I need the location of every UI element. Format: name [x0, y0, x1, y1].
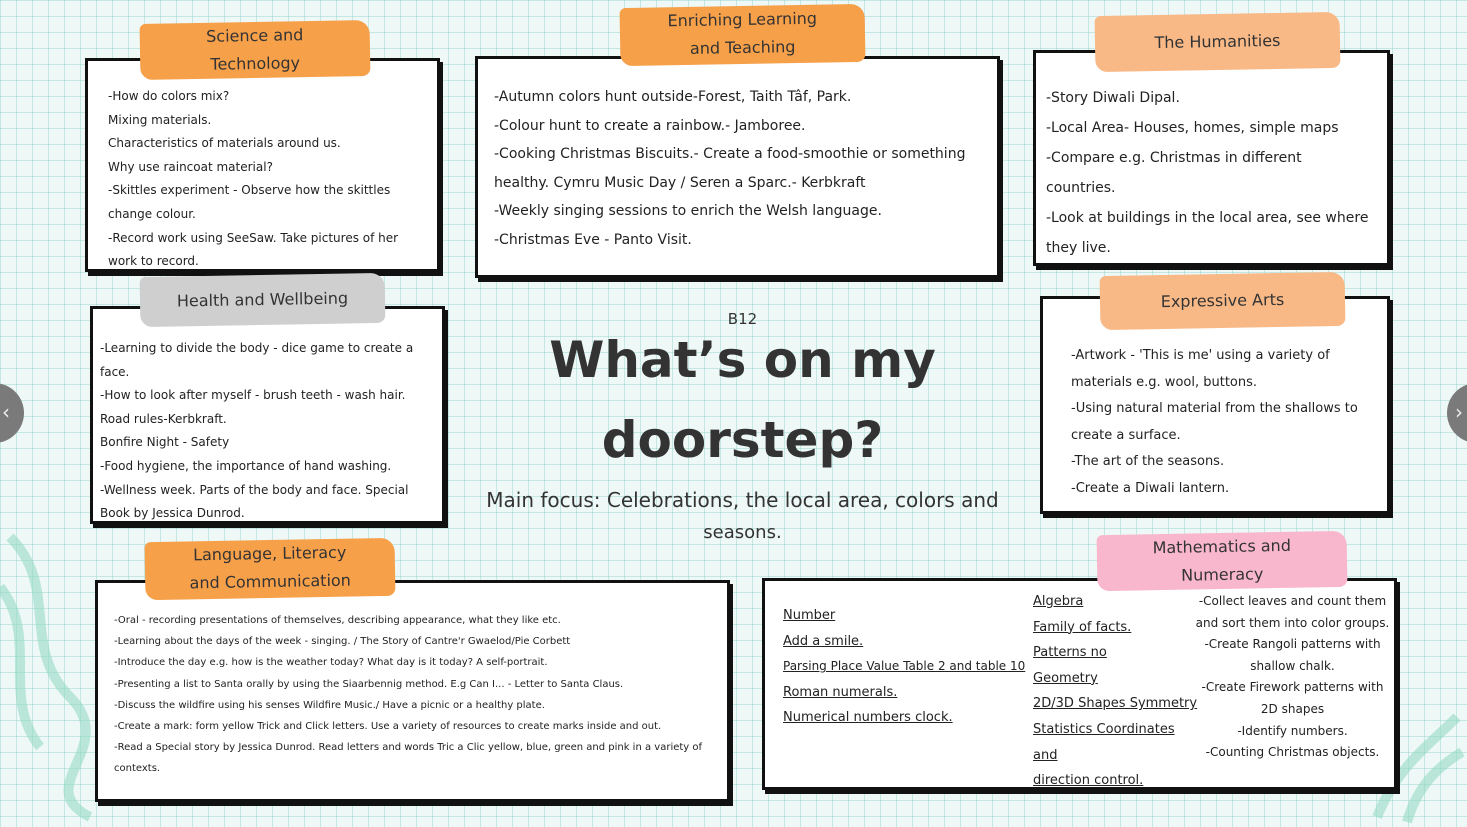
banner-title: Mathematics and [1152, 535, 1292, 558]
maths-topic-link[interactable]: Patterns no [1033, 645, 1107, 661]
maths-topic-link[interactable]: Family of facts. [1033, 619, 1132, 635]
humanities-box [1033, 50, 1390, 266]
banner-title: Health and Wellbeing [176, 288, 349, 311]
banner-title: Expressive Arts [1160, 289, 1285, 312]
banner-title: The Humanities [1154, 30, 1281, 53]
health-wellbeing-banner [140, 273, 386, 327]
maths-activity-line: and sort them into color groups. [1195, 615, 1390, 630]
language-line: -Oral - recording presentations of themselves, describing appearance, what they like etc. [114, 615, 561, 626]
health-wellbeing-box [90, 306, 445, 524]
science-line: work to record. [108, 254, 199, 269]
science-line: Why use raincoat material? [108, 159, 273, 174]
science-line: -How do colors mix? [108, 89, 230, 103]
science-line: Characteristics of materials around us. [108, 136, 341, 151]
language-line: -Introduce the day e.g. how is the weather today? What day is it today? A self-portrait. [114, 657, 548, 669]
maths-column-1 [783, 603, 1028, 731]
language-literacy-text [114, 610, 729, 780]
health-line: -How to look after myself - brush teeth - wash hair. [100, 388, 406, 403]
mathematics-numeracy-box [762, 578, 1397, 790]
maths-topic-link[interactable]: Algebra [1033, 594, 1084, 609]
maths-topic-link[interactable]: direction control. [1033, 773, 1144, 789]
expressive-line: create a surface. [1071, 427, 1181, 443]
humanities-text [1046, 83, 1386, 263]
language-literacy-banner [145, 538, 396, 600]
maths-topic-link[interactable]: Geometry [1033, 670, 1098, 686]
health-line: -Food hygiene, the importance of hand washing. [100, 458, 392, 473]
science-line: -Skittles experiment - Observe how the skittles [108, 183, 391, 198]
humanities-line: -Local Area- Houses, homes, simple maps [1046, 120, 1339, 136]
maths-topic-link[interactable]: Parsing Place Value Table 2 and table 10 [783, 659, 1026, 674]
science-line: Mixing materials. [108, 112, 212, 127]
language-line: -Learning about the days of the week - singing. / The Story of Cantre'r Gwaelod/Pie Corbett [114, 636, 571, 648]
previous-slide-button[interactable] [0, 383, 24, 443]
next-slide-button[interactable] [1447, 383, 1467, 443]
health-wellbeing-text [100, 337, 445, 526]
center-heading [470, 310, 1015, 548]
enriching-learning-text [494, 83, 994, 255]
maths-activity-line: -Create Rangoli patterns with [1204, 637, 1381, 652]
enriching-line: healthy. Cymru Music Day / Seren a Sparc.- Kerbkraft [494, 174, 866, 191]
mathematics-numeracy-banner [1097, 531, 1348, 591]
language-line: -Read a Special story by Jessica Dunrod. Read letters and words Tric a Clic yellow, blue, green and pink in a variety of [114, 742, 703, 754]
maths-topic-link[interactable]: Roman numerals. [783, 684, 898, 700]
maths-topic-link[interactable]: Add a smile. [783, 633, 864, 649]
humanities-line: -Compare e.g. Christmas in different [1046, 150, 1302, 166]
enriching-line: -Weekly singing sessions to enrich the Welsh language. [494, 203, 882, 220]
health-line: Book by Jessica Dunrod. [100, 506, 245, 521]
enriching-line: -Autumn colors hunt outside-Forest, Taith Tâf, Park. [494, 89, 852, 105]
maths-activity-line: -Identify numbers. [1237, 723, 1348, 738]
expressive-arts-banner [1100, 272, 1346, 330]
humanities-line: countries. [1046, 180, 1116, 196]
health-line: Bonfire Night - Safety [100, 435, 230, 450]
language-line: -Presenting a list to Santa orally by using the Siaarbennig method. E.g Can I... - Letter to Santa Claus. [114, 678, 624, 690]
science-technology-banner [140, 20, 371, 80]
maths-column-2 [1033, 589, 1203, 794]
banner-title: and Communication [189, 570, 352, 593]
chevron-left-icon: ‹ [2, 400, 10, 424]
maths-activity-line: -Create Firework patterns with [1201, 680, 1384, 695]
science-line: -Record work using SeeSaw. Take pictures of her [108, 230, 399, 245]
enriching-line: -Colour hunt to create a rainbow.- Jamboree. [494, 117, 806, 134]
maths-activity-line: -Collect leaves and count them [1198, 594, 1387, 608]
chevron-right-icon: › [1455, 400, 1463, 424]
expressive-line: -Create a Diwali lantern. [1071, 480, 1230, 496]
health-line: -Learning to divide the body - dice game to create a [100, 341, 414, 355]
science-technology-box [85, 58, 440, 272]
enriching-line: -Cooking Christmas Biscuits.- Create a food-smoothie or something [494, 146, 966, 163]
banner-title: and Teaching [689, 37, 796, 58]
class-label: B12 [727, 310, 758, 328]
enriching-learning-box [475, 56, 1000, 278]
health-line: face. [100, 364, 130, 379]
science-technology-text [108, 85, 438, 274]
health-line: Road rules-Kerbkraft. [100, 411, 227, 426]
banner-title: Technology [210, 53, 301, 74]
science-line: change colour. [108, 206, 196, 221]
maths-topic-link[interactable]: Statistics Coordinates and [1033, 721, 1175, 763]
maths-topic-link[interactable]: Number [783, 608, 836, 623]
expressive-line: -Artwork - 'This is me' using a variety of [1071, 348, 1330, 363]
banner-title: Enriching Learning [667, 8, 818, 31]
expressive-arts-text [1071, 343, 1386, 503]
banner-title: Language, Literacy [192, 542, 347, 565]
page-title-line1: What’s on my [549, 331, 936, 389]
maths-activity-line: shallow chalk. [1250, 658, 1335, 673]
page-title-line2: doorstep? [601, 411, 884, 469]
maths-topic-link[interactable]: Numerical numbers clock. [783, 710, 953, 726]
language-literacy-box [95, 580, 730, 802]
humanities-banner [1095, 12, 1341, 72]
banner-title: Numeracy [1180, 564, 1264, 585]
main-focus-line1: Main focus: Celebrations, the local area, colors and [486, 488, 999, 512]
banner-title: Science and [205, 25, 304, 46]
maths-topic-link[interactable]: 2D/3D Shapes Symmetry [1033, 696, 1198, 712]
maths-column-3 [1190, 591, 1395, 764]
expressive-line: -The art of the seasons. [1071, 454, 1225, 470]
health-line: -Wellness week. Parts of the body and face. Special [100, 482, 409, 497]
expressive-line: materials e.g. wool, buttons. [1071, 374, 1258, 390]
maths-activity-line: 2D shapes [1260, 701, 1325, 716]
main-focus-line2: seasons. [703, 522, 782, 543]
humanities-line: -Look at buildings in the local area, see where [1046, 210, 1369, 226]
maths-activity-line: -Counting Christmas objects. [1205, 745, 1380, 760]
enriching-learning-banner [620, 4, 866, 66]
language-line: -Discuss the wildfire using his senses Wildfire Music./ Have a picnic or a healthy plate. [114, 699, 545, 711]
expressive-line: -Using natural material from the shallows to [1071, 401, 1358, 417]
humanities-line: they live. [1046, 240, 1111, 256]
enriching-line: -Christmas Eve - Panto Visit. [494, 231, 692, 248]
expressive-arts-box [1040, 296, 1390, 514]
language-line: contexts. [114, 763, 161, 775]
language-line: -Create a mark: form yellow Trick and Click letters. Use a variety of resources to create marks inside and out. [114, 721, 662, 733]
humanities-line: -Story Diwali Dipal. [1046, 90, 1180, 106]
